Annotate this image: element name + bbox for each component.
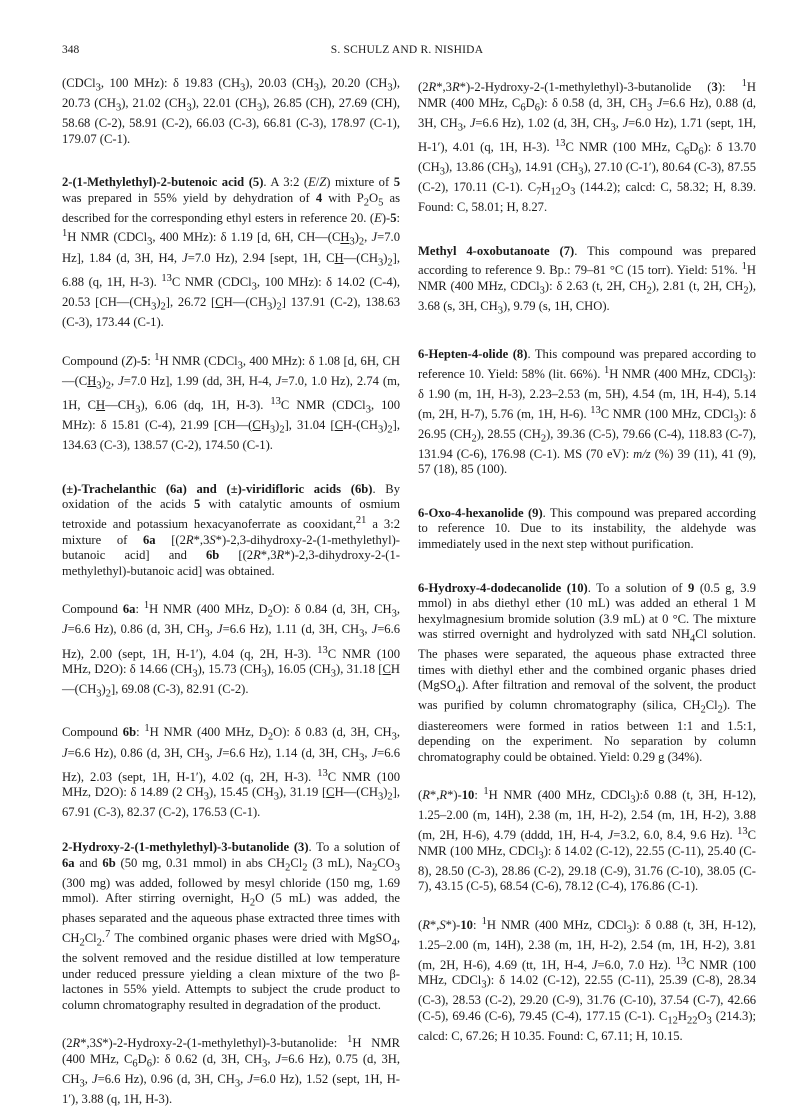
paragraph-gap	[418, 765, 756, 784]
paragraph: Methyl 4-oxobutanoate (7). This compound was prepared according to reference 9. Bp.: 79–81 °C (15 torr). Yield: 51%. $^1$H NMR (400 MHz, CDCl$_3$): δ 2.63 (t, 2H, $CH_2$), 2.81 (t, 2H, $CH_2$), 3.68 (s, 3H, $CH_3$), 9.79 (s, 1H, CHO).	[418, 243, 756, 317]
paragraph: 6-Hydroxy-4-dodecanolide (10). To a solution of 9 (0.5 g, 3.9 mmol) in abs diethyl ether (10 mL) was added an etheral 1 M hexylmagnesium bromide solution (3.9 mL) at 0 °C. The mixture was stirred overnight and hydrolyzed with satd $NH_4Cl$ solution. The phases were separated, the aqueous phase extracted three times with diethyl ether and the combined organic phases dried (MgSO$_4$). After filtration and removal of the solvent, the product was purified by column chromatography (silica, $CH_2Cl_2$). The diastereomers were formed in ratios between 1:1 and 1.5:1, depending on the experiment. No separation by column chromatography could be obtained. Yield: 0.29 g (34%).	[418, 580, 757, 764]
paragraph: 6-Oxo-4-hexanolide (9). This compound was prepared according to reference 10. Due to its instability, the aldehyde was immediately used in the next step without purification.	[418, 505, 756, 552]
paragraph: 2-(1-Methylethyl)-2-butenoic acid (5). A 3:2 (E/Z) mixture of 5 was prepared in 55% yield by dehydration of 4 with $P_2O_5$ as described for the corresponding ethyl esters in reference 20. (E)-5: $^1$H NMR (CDCl$_3$, 400 MHz): δ 1.19 [d, 6H, $CH—(CH_3)_2$, J=7.0 Hz], 1.84 (d, 3H, H4, J=7.0 Hz), 2.94 [sept, 1H, $CH—(CH_3)_2$], 6.88 (q, 1H, H-3). $^{13}$C NMR (CDCl$_3$, 100 MHz): δ 14.02 (C-4), 20.53 $[CH—(CH_3)_2]$, 26.72 $[CH—(CH_3)_2]$ 137.91 (C-2), 138.63 (C-3), 173.44 (C-1).	[62, 175, 400, 329]
paragraph-gap	[62, 454, 400, 482]
paragraph: (R*,R*)-10: $^1$H NMR (400 MHz, CDCl$_3$):δ 0.88 (t, 3H, H-12), 1.25–2.00 (m, 14H), 2.38 (m, 1H, H-2), 2.54 (m, 1H, H-2), 3.88 (m, 2H, H-6), 4.79 (dddd, 1H, H-4, J=3.2, 6.0, 8.4, 9.6 Hz). $^{13}$C NMR (100 MHz, CDCl$_3$): δ 14.02 (C-12), 22.55 (C-11), 25.40 (C-8), 28.50 (C-3), 28.86 (C-2), 29.18 (C-9), 31.76 (C-10), 38.05 (C-7), 43.15 (C-5), 68.54 (C-6), 78.12 (C-4), 176.86 (C-1).	[418, 786, 756, 894]
paragraph-gap	[62, 147, 400, 175]
paragraph-gap	[62, 821, 400, 840]
page-number: 348	[62, 44, 80, 56]
paragraph: Compound 6b: $^1$H NMR (400 MHz, $D_2O$): δ 0.83 (d, 3H, $CH_3$, J=6.6 Hz), 0.86 (d, 3H, $CH_3$, J=6.6 Hz), 1.14 (d, 3H, $CH_3$, J=6.6 Hz), 2.03 (sept, 1H, H-1′), 4.02 (q, 2H, H-3). $^{13}$C NMR (100 MHz, D2O): δ 14.89 (2 $CH_3$), 15.45 $(CH_3)$, 31.19 $[CH—(CH_3)_2]$, 67.91 (C-3), 82.37 (C-2), 176.53 (C-1).	[62, 723, 401, 820]
paragraph: Compound (Z)-5: $^1$H NMR (CDCl$_3$, 400 MHz): δ 1.08 [d, 6H, $CH—(CH_3)_2$, J=7.0 Hz], 1.99 (dd, 3H, H-4, J=7.0, 1.0 Hz), 2.74 (m, 1H, $CH—CH_3$), 6.06 (dq, 1H, H-3). $^{13}$C NMR (CDCl$_3$, 100 MHz): δ 15.81 (C-4), 21.99 $[CH—(CH_3)_2]$, 31.04 $[CH-(CH_3)_2]$, 134.63 (C-3), 138.57 (C-2), 174.50 (C-1).	[62, 351, 401, 453]
paragraph-gap	[62, 1013, 400, 1032]
paragraph-gap	[418, 319, 756, 347]
paragraph-gap	[418, 553, 756, 581]
paragraph: (2R*,3S*)-2-Hydroxy-2-(1-methylethyl)-3-butanolide: $^1$H NMR (400 MHz, $C_6D_6$): δ 0.62 (d, 3H, $CH_3$, J=6.6 Hz), 0.75 (d, 3H, $CH_3$, J=6.6 Hz), 0.96 (d, 3H, $CH_3$, J=6.0 Hz), 1.52 (sept, 1H, H-1′), 3.88 (q, 1H, H-3).	[62, 1034, 400, 1107]
paragraph-gap	[418, 478, 756, 506]
paragraph-gap	[62, 702, 400, 721]
left-column	[62, 76, 400, 1108]
running-head: S. SCHULZ AND R. NISHIDA	[330, 44, 484, 56]
paragraph: 6-Hepten-4-olide (8). This compound was prepared according to reference 10. Yield: 58% (lit. 66%). $^1$H NMR (400 MHz, CDCl$_3$): δ 1.90 (m, 1H, H-3), 2.23–2.53 (m, 5H), 4.54 (m, 1H, H-4), 5.14 (m, 2H, H-7), 5.76 (m, 1H, H-6). $^{13}$C NMR (100 MHz, CDCl$_3$): δ 26.95 $(CH_2)$, 28.55 $(CH_2)$, 39.36 (C-5), 79.66 (C-4), 118.83 (C-7), 131.94 (C-6), 176.98 (C-1). MS (70 eV): m/z (%) 39 (11), 41 (9), 57 (18), 85 (100).	[418, 347, 757, 477]
paragraph: (±)-Trachelanthic (6a) and (±)-viridifloric acids (6b). By oxidation of the acids 5 with catalytic amounts of osmium tetroxide and potassium hexacyanoferrate as cooxidant,$^{21}$ a 3:2 mixture of 6a [(2R*,3S*)-2,3-dihydroxy-2-(1-methylethyl)-butanoic acid] and 6b [(2R*,3R*)-2,3-dihydroxy-2-(1-methylethyl)-butanoic acid] was obtained.	[62, 481, 401, 578]
paragraph-gap	[62, 579, 400, 598]
paragraph: (R*,S*)-10: $^1$H NMR (400 MHz, CDCl$_3$): δ 0.88 (t, 3H, H-12), 1.25–2.00 (m, 14H), 2.38 (m, 1H, H-2), 2.54 (m, 1H, H-2), 3.81 (m, 2H, H-6), 4.69 (tt, 1H, H-4, J=6.0, 7.0 Hz). $^{13}$C NMR (100 MHz, CDCl$_3$): δ 14.02 (C-12), 22.55 (C-11), 25.39 (C-8), 28.34 (C-3), 28.53 (C-2), 29.20 (C-9), 31.76 (C-10), 37.54 (C-7), 42.66 (C-5), 69.46 (C-6), 79.45 (C-4), 177.15 (C-1). $C_{12}H_{22}O_3$ (214.3); calcd: C, 67.26; H 10.35. Found: C, 67.11; H, 10.15.	[418, 915, 757, 1044]
paragraph-gap	[418, 895, 756, 914]
paragraph-gap	[418, 216, 756, 244]
page-header	[62, 44, 752, 64]
paragraph: (CDCl$_3$, 100 MHz): δ 19.83 $(CH_3)$, 20.03 $(CH_3)$, 20.20 $(CH_3)$, 20.73 $(CH_3)$, 21.02 $(CH_3)$, 22.01 $(CH_3)$, 26.85 (CH), 27.69 (CH), 58.68 (C-2), 58.91 (C-2), 66.03 (C-3), 66.81 (C-3), 178.97 (C-1), 179.07 (C-1).	[62, 76, 400, 146]
right-column	[418, 76, 756, 1045]
paragraph: Compound 6a: $^1$H NMR (400 MHz, $D_2O$): δ 0.84 (d, 3H, $CH_3$, J=6.6 Hz), 0.86 (d, 3H, $CH_3$, J=6.6 Hz), 1.11 (d, 3H, $CH_3$, J=6.6 Hz), 2.00 (sept, 1H, H-1′), 4.04 (q, 2H, H-3). $^{13}$C NMR (100 MHz, D2O): δ 14.66 $(CH_3)$, 15.73 $(CH_3)$, 16.05 $(CH_3)$, 31.18 $[CH—(CH_3)_2]$, 69.08 (C-3), 82.91 (C-2).	[62, 600, 401, 700]
paragraph: (2R*,3R*)-2-Hydroxy-2-(1-methylethyl)-3-butanolide (3): $^1$H NMR (400 MHz, $C_6D_6$): δ 0.58 (d, 3H, $CH_3$ J=6.6 Hz), 0.88 (d, 3H, $CH_3$, J=6.6 Hz), 1.02 (d, 3H, $CH_3$, J=6.0 Hz), 1.71 (sept, 1H, H-1′), 4.01 (q, 1H, H-3). $^{13}$C NMR (100 MHz, $C_6D_6$): δ 13.70 $(CH_3)$, 13.86 $(CH_3)$, 14.91 $(CH_3)$, 27.10 (C-1′), 80.64 (C-3), 87.55 (C-2), 170.11 (C-1). $C_7H_{12}O_3$ (144.2); calcd: C, 58.32; H, 8.39. Found: C, 58.01; H, 8.27.	[418, 78, 757, 215]
paragraph: 2-Hydroxy-2-(1-methylethyl)-3-butanolide (3). To a solution of 6a and 6b (50 mg, 0.31 mmol) in abs $CH_2Cl_2$ (3 mL), $Na_2CO_3$ (300 mg) was added, followed by mesyl chloride (150 mg, 1.69 mmol). After stirring overnight, $H_2O$ (5 mL) was added, the phases separated and the aqueous phase extracted three times with $CH_2Cl_2.^7$ The combined organic phases were dried with MgSO$_4$, the solvent removed and the residue distilled at low temperature under reduced pressure yielding a clean mixture of the two β-lactones in 55% yield. Attempts to subject the crude product to column chromatography resulted in degradation of the product.	[62, 840, 401, 1012]
paragraph-gap	[62, 331, 400, 350]
